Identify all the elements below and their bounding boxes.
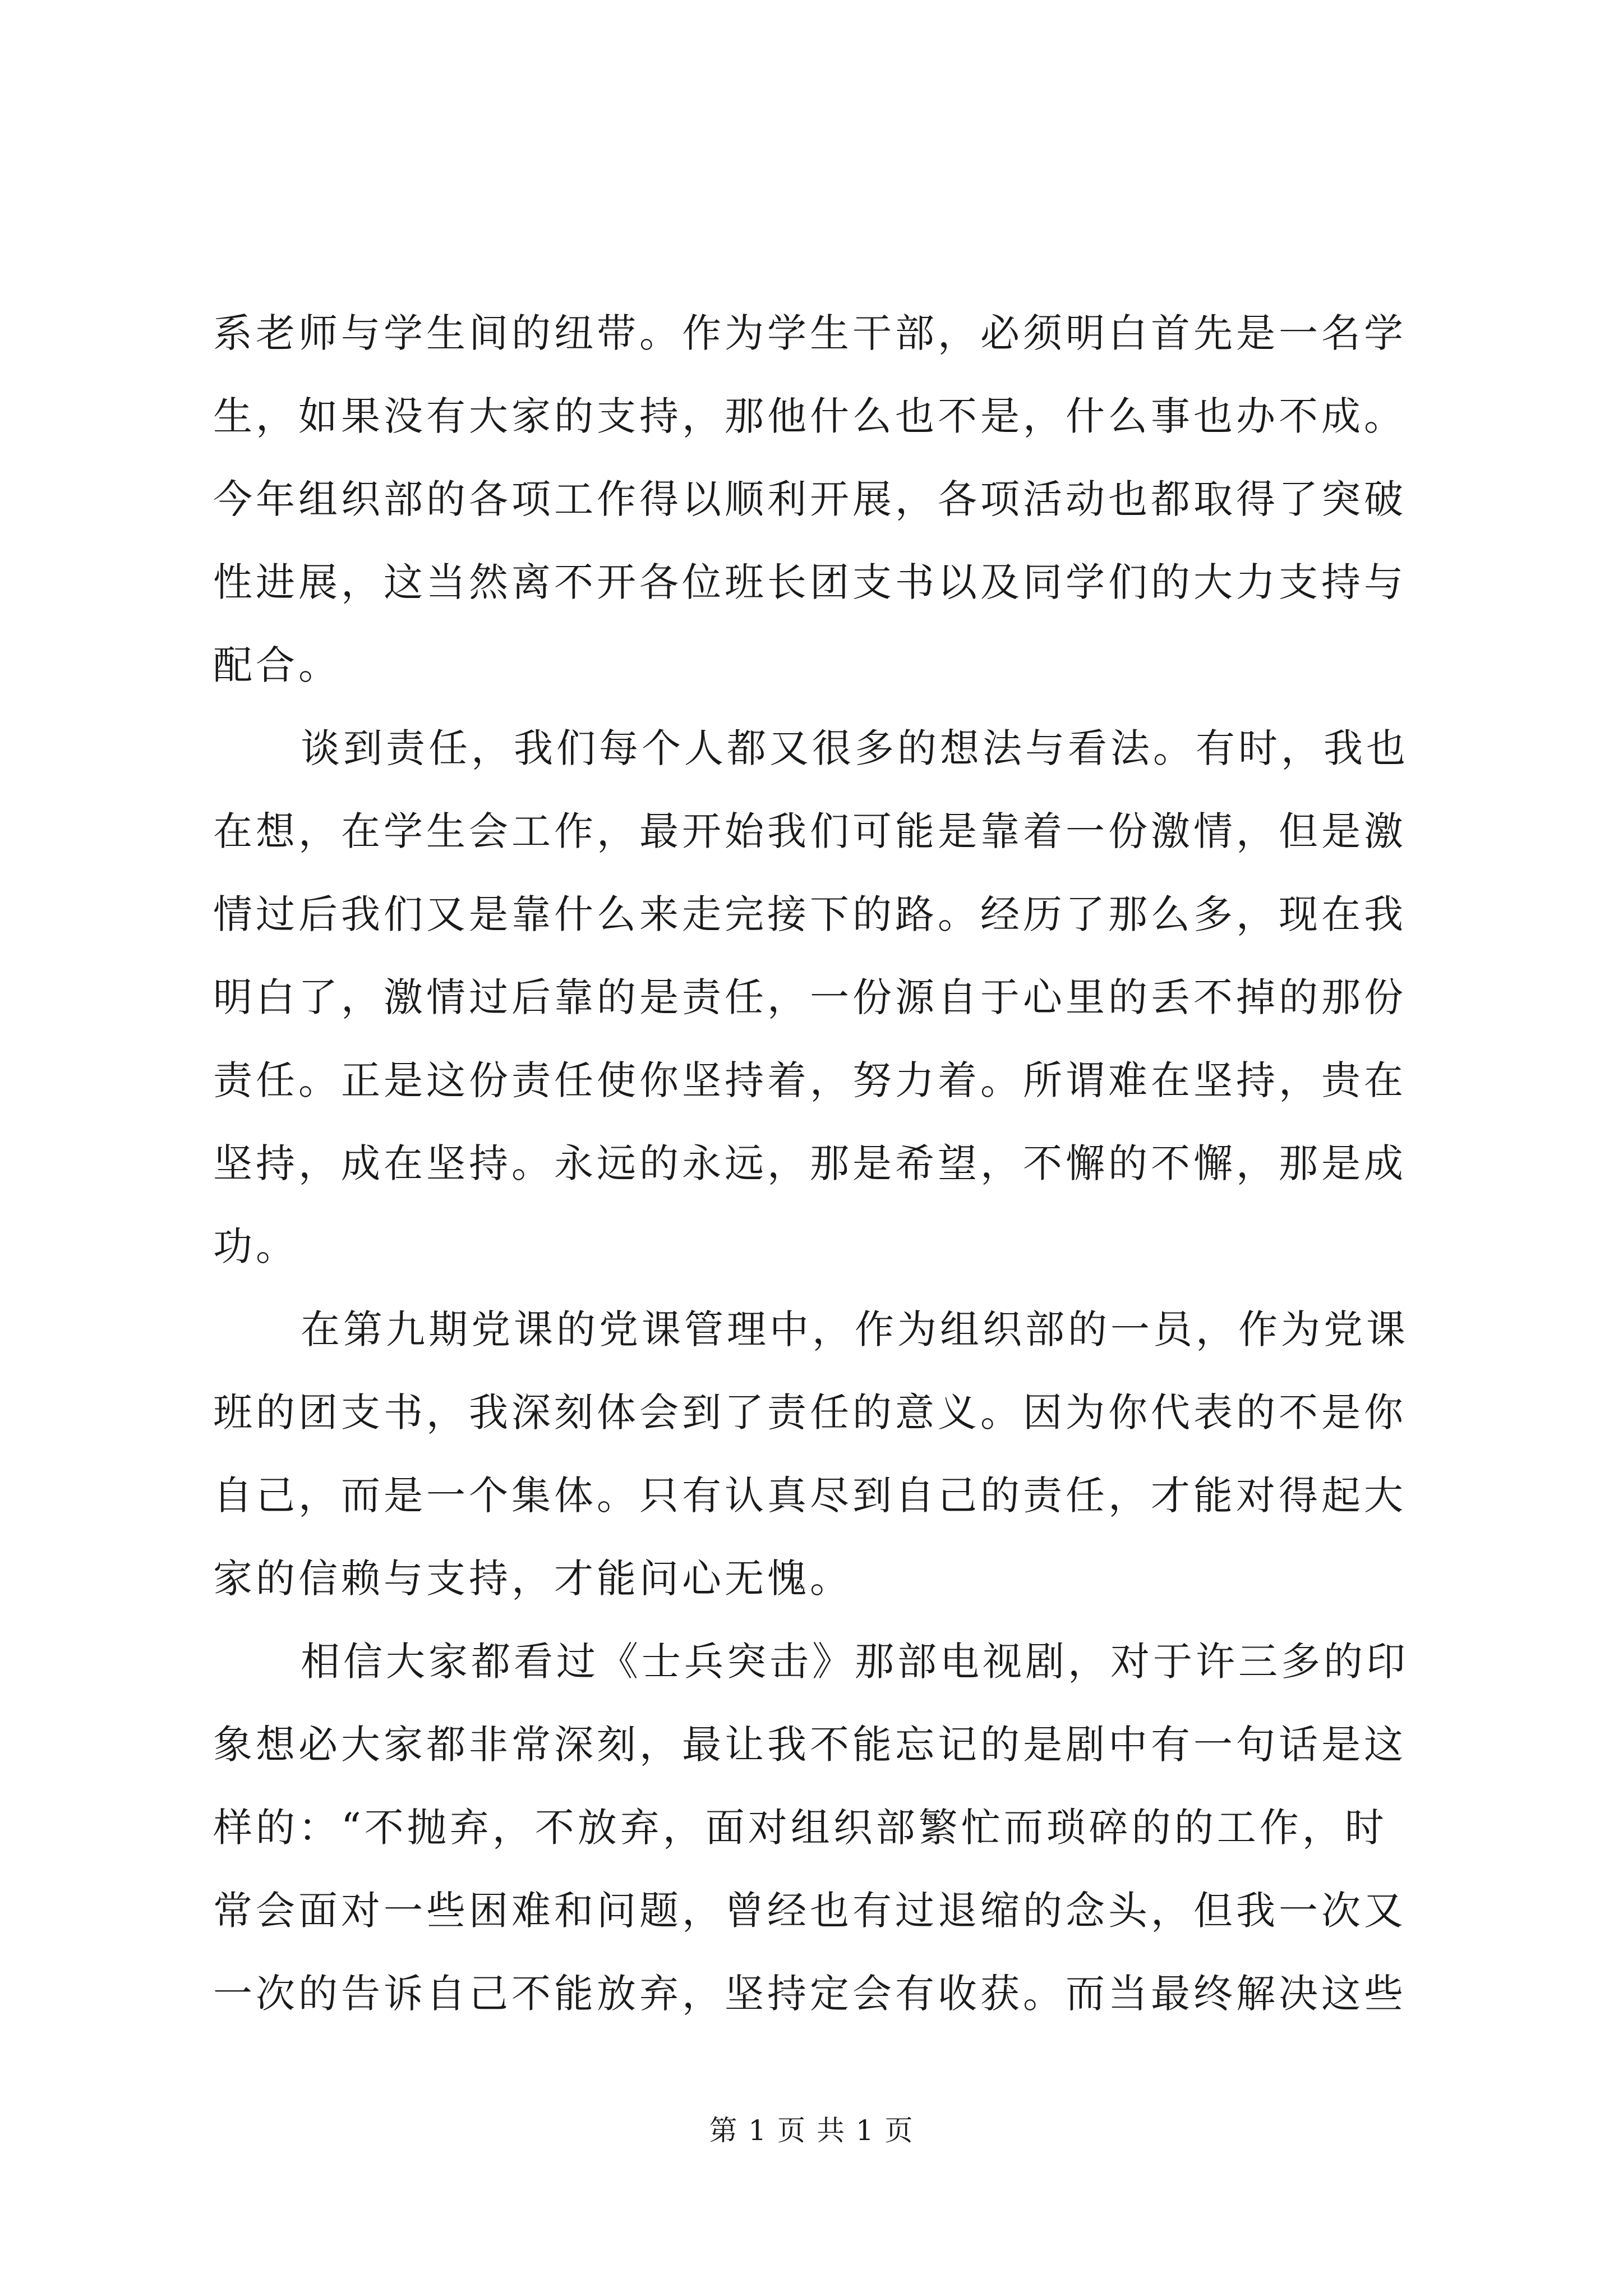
- body-text: [213, 292, 1413, 2035]
- text-line: 生，如果没有大家的支持，那他什么也不是，什么事也办不成。: [213, 393, 1407, 439]
- text-line: 坚持，成在坚持。永远的永远，那是希望，不懈的不懈，那是成: [213, 1140, 1407, 1186]
- text-line: 常会面对一些困难和问题，曾经也有过退缩的念头，但我一次又: [213, 1888, 1407, 1934]
- paragraph-start-line: 相信大家都看过《士兵突击》那部电视剧，对于许三多的印: [301, 1639, 1409, 1685]
- text-line: 样的：“不抛弃，不放弃，面对组织部繁忙而琐碎的的工作，时: [213, 1805, 1387, 1851]
- text-line: 系老师与学生间的纽带。作为学生干部，必须明白首先是一名学: [213, 310, 1407, 356]
- text-line: 在想，在学生会工作，最开始我们可能是靠着一份激情，但是激: [213, 808, 1407, 854]
- text-line: 配合。: [213, 642, 341, 688]
- paragraph-start-line: 谈到责任，我们每个人都又很多的想法与看法。有时，我也: [301, 725, 1409, 771]
- text-line: 象想必大家都非常深刻，最让我不能忘记的是剧中有一句话是这: [213, 1722, 1407, 1768]
- text-line: 明白了，激情过后靠的是责任，一份源自于心里的丢不掉的那份: [213, 974, 1407, 1020]
- paragraph-start-line: 在第九期党课的党课管理中，作为组织部的一员，作为党课: [301, 1306, 1409, 1352]
- text-line: 功。: [213, 1223, 298, 1269]
- text-line: 情过后我们又是靠什么来走完接下的路。经历了那么多，现在我: [213, 891, 1407, 937]
- text-line: 一次的告诉自己不能放弃，坚持定会有收获。而当最终解决这些: [213, 1971, 1407, 2017]
- text-line: 今年组织部的各项工作得以顺利开展，各项活动也都取得了突破: [213, 476, 1407, 522]
- page-number-footer: 第 1 页 共 1 页: [709, 2114, 914, 2147]
- text-line: 责任。正是这份责任使你坚持着，努力着。所谓难在坚持，贵在: [213, 1057, 1407, 1103]
- text-line: 家的信赖与支持，才能问心无愧。: [213, 1556, 852, 1602]
- text-line: 性进展，这当然离不开各位班长团支书以及同学们的大力支持与: [213, 559, 1407, 605]
- text-line: 班的团支书，我深刻体会到了责任的意义。因为你代表的不是你: [213, 1389, 1407, 1435]
- text-line: 自己，而是一个集体。只有认真尽到自己的责任，才能对得起大: [213, 1473, 1407, 1519]
